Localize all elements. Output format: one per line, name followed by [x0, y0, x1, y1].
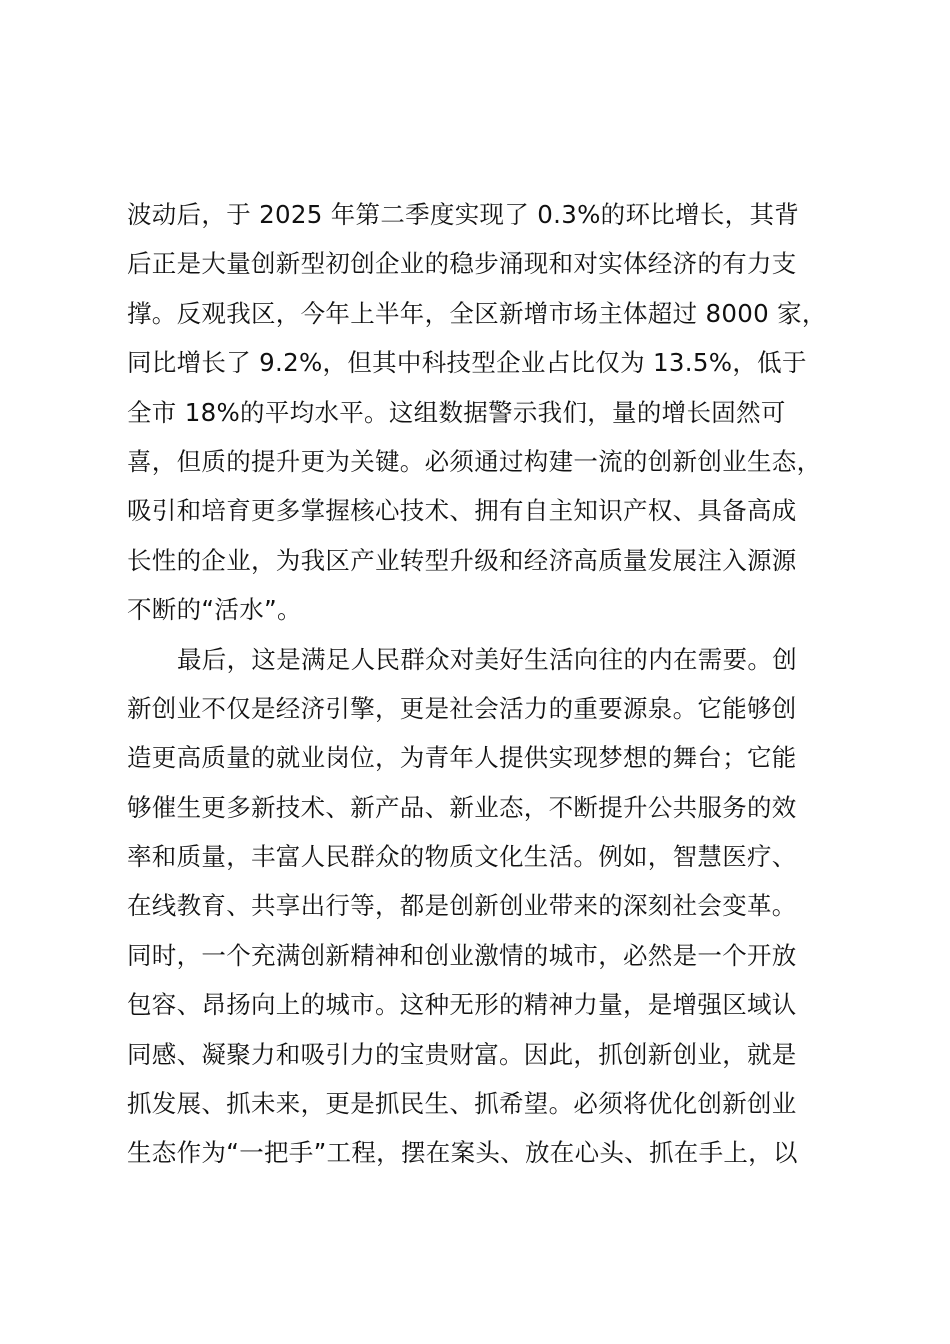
text-line: 新创业不仅是经济引擎，更是社会活力的重要源泉。它能够创 — [127, 693, 797, 723]
text-line: 生态作为“一把手”工程，摆在案头、放在心头、抓在手上，以 — [127, 1138, 798, 1168]
text-line: 率和质量，丰富人民群众的物质文化生活。例如，智慧医疗、 — [127, 842, 797, 872]
text-line: 在线教育、共享出行等，都是创新创业带来的深刻社会变革。 — [127, 891, 797, 921]
text-line: 同比增长了 9.2%，但其中科技型企业占比仅为 13.5%，低于 — [127, 348, 807, 378]
document-body — [127, 190, 827, 1178]
paragraph-1 — [127, 190, 827, 635]
text-line: 不断的“活水”。 — [127, 595, 302, 625]
text-line: 后正是大量创新型初创企业的稳步涌现和对实体经济的有力支 — [127, 249, 797, 279]
text-line: 长性的企业，为我区产业转型升级和经济高质量发展注入源源 — [127, 545, 797, 575]
text-line: 喜，但质的提升更为关键。必须通过构建一流的创新创业生态， — [127, 446, 822, 476]
text-line: 全市 18%的平均水平。这组数据警示我们，量的增长固然可 — [127, 397, 786, 427]
text-line: 包容、昂扬向上的城市。这种无形的精神力量，是增强区域认 — [127, 990, 797, 1020]
text-line-indented: 最后，这是满足人民群众对美好生活向往的内在需要。创 — [177, 644, 797, 674]
text-line: 同感、凝聚力和吸引力的宝贵财富。因此，抓创新创业，就是 — [127, 1039, 797, 1069]
text-line: 抓发展、抓未来，更是抓民生、抓希望。必须将优化创新创业 — [127, 1089, 797, 1119]
text-line: 撑。反观我区，今年上半年，全区新增市场主体超过 8000 家， — [127, 298, 827, 328]
text-line: 造更高质量的就业岗位，为青年人提供实现梦想的舞台；它能 — [127, 743, 797, 773]
text-line: 波动后，于 2025 年第二季度实现了 0.3%的环比增长，其背 — [127, 200, 800, 229]
text-line: 吸引和培育更多掌握核心技术、拥有自主知识产权、具备高成 — [127, 496, 797, 526]
paragraph-2 — [127, 635, 827, 1178]
text-line: 同时，一个充满创新精神和创业激情的城市，必然是一个开放 — [127, 940, 797, 970]
text-line: 够催生更多新技术、新产品、新业态，不断提升公共服务的效 — [127, 792, 797, 822]
